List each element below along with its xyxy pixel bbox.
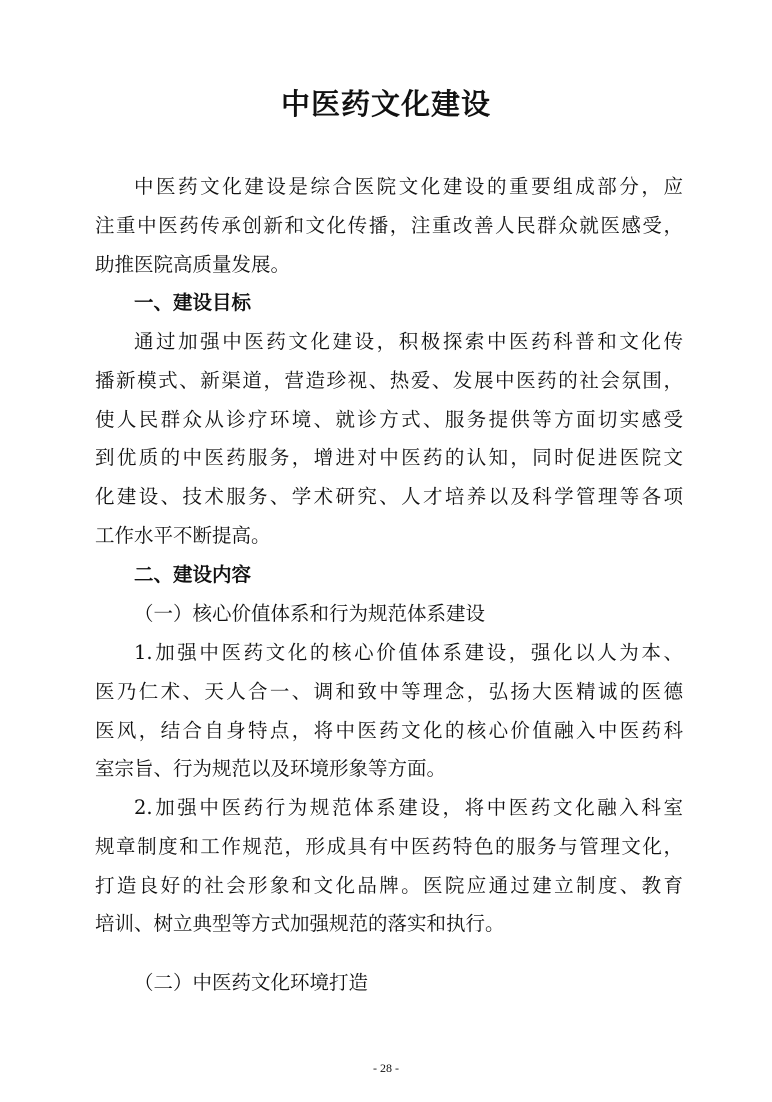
paragraph-line: 医乃仁术、天人合一、调和致中等理念，弘扬大医精诚的医德 xyxy=(95,679,683,703)
values-item-1-paragraph xyxy=(95,634,683,789)
section-heading-goals: 一、建设目标 xyxy=(134,291,252,314)
section-heading-content: 二、建设内容 xyxy=(134,563,252,586)
subsection-heading-environment: （二）中医药文化环境打造 xyxy=(134,971,369,994)
paragraph-line: 使人民群众从诊疗环境、就诊方式、服务提供等方面切实感受 xyxy=(95,407,683,431)
subsection-heading-values: （一）核心价值体系和行为规范体系建设 xyxy=(134,602,486,625)
paragraph-line: 1.加强中医药文化的核心价值体系建设，强化以人为本、 xyxy=(134,641,683,664)
paragraph-line: 播新模式、新渠道，营造珍视、热爱、发展中医药的社会氛围， xyxy=(95,368,683,392)
paragraph-line: 化建设、技术服务、学术研究、人才培养以及科学管理等各项 xyxy=(95,485,683,509)
document-title: 中医药文化建设 xyxy=(280,87,491,121)
paragraph-line: 医风，结合自身特点，将中医药文化的核心价值融入中医药科 xyxy=(95,718,683,742)
paragraph-line: 打造良好的社会形象和文化品牌。医院应通过建立制度、教育 xyxy=(95,873,683,897)
paragraph-line: 注重中医药传承创新和文化传播，注重改善人民群众就医感受， xyxy=(95,213,683,237)
values-item-2-paragraph xyxy=(95,789,683,944)
page-number: - 28 - xyxy=(373,1061,399,1075)
paragraph-line: 助推医院高质量发展。 xyxy=(95,252,291,276)
paragraph-line: 2.加强中医药行为规范体系建设，将中医药文化融入科室 xyxy=(134,796,683,819)
paragraph-line: 到优质的中医药服务，增进对中医药的认知，同时促进医院文 xyxy=(95,446,683,470)
intro-paragraph xyxy=(95,168,683,284)
paragraph-line: 工作水平不断提高。 xyxy=(95,523,271,547)
goals-paragraph xyxy=(95,323,683,556)
paragraph-line: 通过加强中医药文化建设，积极探索中医药科普和文化传 xyxy=(134,330,683,353)
paragraph-line: 中医药文化建设是综合医院文化建设的重要组成部分，应 xyxy=(134,175,683,198)
paragraph-line: 培训、树立典型等方式加强规范的落实和执行。 xyxy=(95,912,505,936)
paragraph-line: 室宗旨、行为规范以及环境形象等方面。 xyxy=(95,757,447,781)
paragraph-line: 规章制度和工作规范，形成具有中医药特色的服务与管理文化， xyxy=(95,834,683,858)
